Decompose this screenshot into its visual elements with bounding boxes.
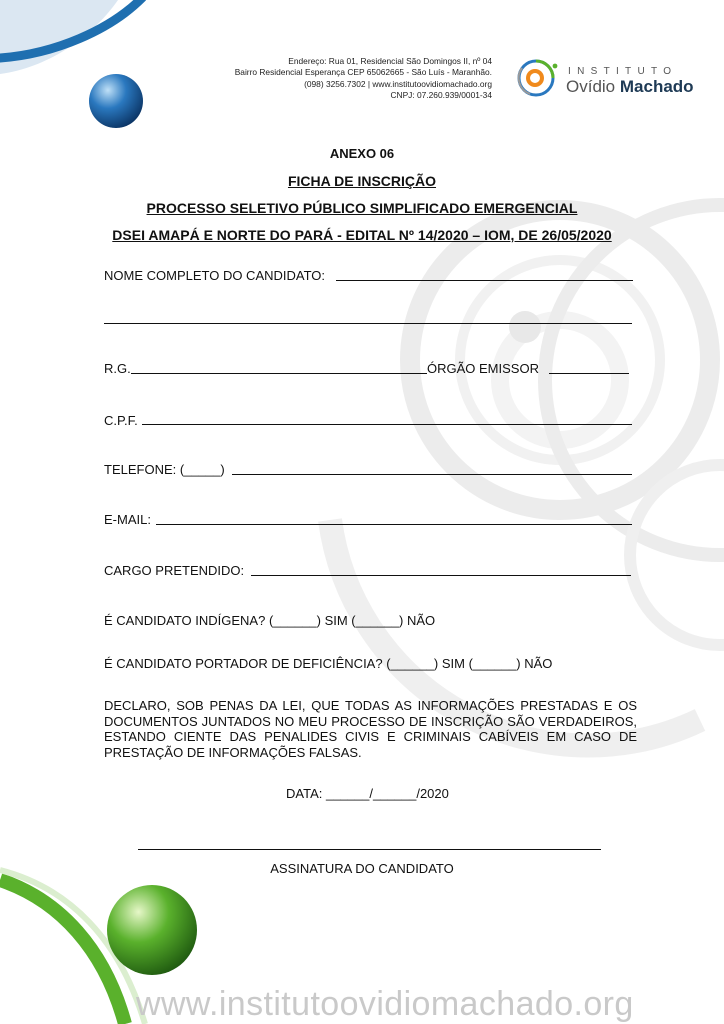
edital-title: DSEI AMAPÁ E NORTE DO PARÁ - EDITAL Nº 14/2020 – IOM, DE 26/05/2020: [112, 227, 612, 243]
address-line: Endereço: Rua 01, Residencial São Domingos II, nº 04: [288, 56, 492, 66]
form-title: FICHA DE INSCRIÇÃO: [287, 173, 437, 189]
signature-label: ASSINATURA DO CANDIDATO: [270, 861, 454, 876]
email-field-line[interactable]: [156, 524, 632, 525]
name-field-line[interactable]: [336, 280, 633, 281]
signature-line[interactable]: [138, 849, 601, 850]
phone-field-line[interactable]: [232, 474, 632, 475]
declaration-text: DECLARO, SOB PENAS DA LEI, QUE TODAS AS INFORMAÇÕES PRESTADAS E OS DOCUMENTOS JUNTADOS NO MEU PROCESSO DE INSCRIÇÃO SÃO VERDADEIROS, ESTANDO CIENTE DAS PENALIDES CIVIS E CRIMINAIS CABÍVEIS EM CASO DE PRESTAÇÃO DE INFORMAÇÕES FALSAS.: [104, 698, 637, 760]
cpf-field-line[interactable]: [142, 424, 632, 425]
process-title: PROCESSO SELETIVO PÚBLICO SIMPLIFICADO EMERGENCIAL: [146, 200, 578, 216]
logo-name-first: Ovídio: [566, 77, 616, 96]
address-line: (098) 3256.7302 | www.institutoovidiomachado.org: [304, 78, 492, 89]
address-line: CNPJ: 07.260.939/0001-34: [390, 90, 492, 101]
position-field-line[interactable]: [251, 575, 631, 576]
name-field-line-2[interactable]: [104, 323, 632, 324]
address-line: Bairro Residencial Esperança CEP 65062665 - São Luís - Maranhão.: [234, 67, 492, 78]
rg-label: R.G.: [104, 361, 131, 376]
indigenous-question[interactable]: É CANDIDATO INDÍGENA? (______) SIM (______) NÃO: [104, 613, 436, 628]
logo-name-last: Machado: [619, 77, 694, 96]
logo-name: [566, 77, 694, 97]
header-address: [150, 56, 492, 102]
footer-website: www.institutoovidiomachado.org: [136, 985, 634, 1023]
issuer-label: ÓRGÃO EMISSOR: [427, 361, 539, 376]
rg-field-line[interactable]: [131, 373, 427, 374]
phone-label: TELEFONE: (_____): [104, 462, 225, 477]
name-field-label: NOME COMPLETO DO CANDIDATO:: [104, 268, 326, 283]
header-decoration: [0, 0, 160, 160]
email-label: E-MAIL:: [104, 512, 151, 527]
annex-title: ANEXO 06: [329, 146, 395, 161]
date-field[interactable]: DATA: ______/______/2020: [286, 786, 449, 801]
logo-top-word: INSTITUTO: [568, 66, 678, 77]
disability-question[interactable]: É CANDIDATO PORTADOR DE DEFICIÊNCIA? (______) SIM (______) NÃO: [104, 656, 553, 671]
position-label: CARGO PRETENDIDO:: [104, 563, 245, 578]
issuer-field-line[interactable]: [549, 373, 629, 374]
cpf-label: C.P.F.: [104, 413, 138, 428]
